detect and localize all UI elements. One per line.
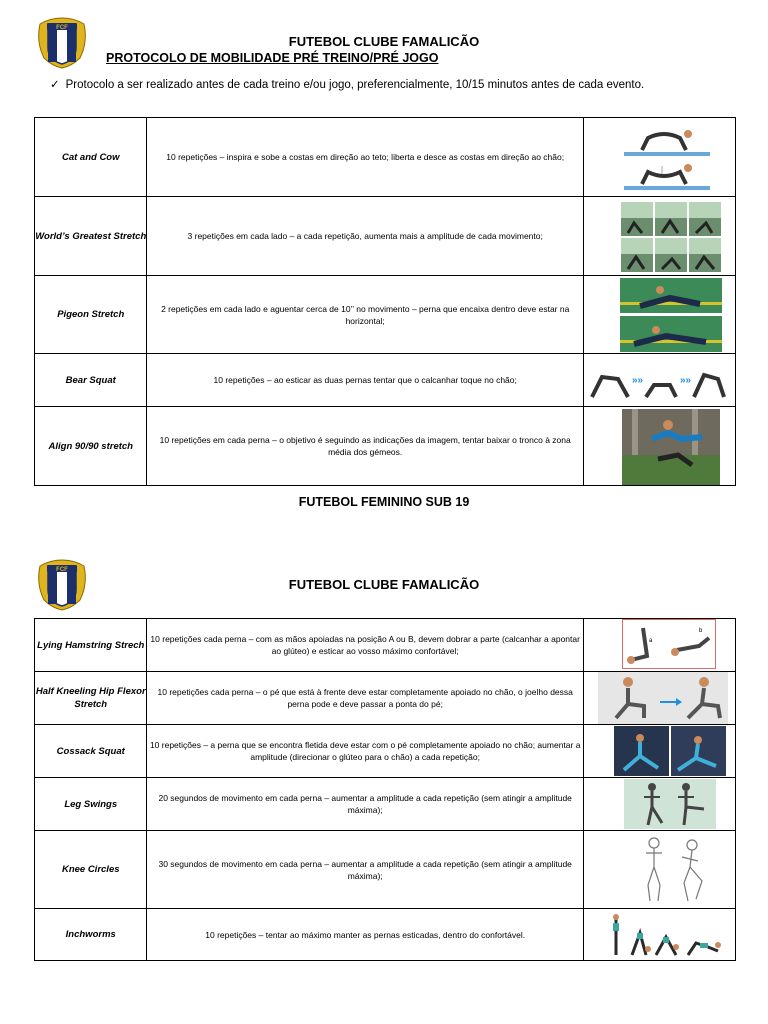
exercise-description: 10 repetições – a perna que se encontra fletida deve estar com o pé completamente apoiado no chão; aumentar a amplitude (direcionar o glúteo para o chão) a cada repetição;: [147, 725, 583, 778]
exercise-description: 2 repetições em cada lado e aguentar cerca de 10’’ no movimento – perna que encaixa dentro deve estar na horizontal;: [147, 276, 583, 354]
checkmark-icon: ✓: [50, 79, 60, 91]
exercise-description: 10 repetições cada perna – o pé que está à frente deve estar completamente apoiado no chão, o joelho dessa perna pode e deve passar a ponta do pé;: [147, 672, 583, 725]
mobility-table-2: [34, 618, 736, 961]
mobility-table-1: [34, 117, 736, 486]
exercise-image: [583, 354, 735, 407]
exercise-image: [583, 725, 735, 778]
table-row: [35, 725, 736, 778]
half-kneeling-hip-flexor-picture: [598, 672, 728, 724]
exercise-description: 10 repetições cada perna – com as mãos apoiadas na posição A ou B, devem dobrar a parte (calcanhar a apontar ao glúteo) e esticar ao vosso máximo confortável;: [147, 619, 583, 672]
protocol-note: Protocolo a ser realizado antes de cada treino e/ou jogo, preferencialmente, 10/15 minutos antes de cada evento.: [65, 79, 645, 91]
exercise-name: Inchworms: [35, 909, 147, 961]
bear-squat-picture: [588, 357, 726, 403]
table-row: [35, 407, 736, 486]
section-label: FUTEBOL FEMININO SUB 19: [298, 495, 470, 509]
inchworms-picture: [610, 911, 726, 959]
exercise-image: [583, 909, 735, 961]
table-row: [35, 118, 736, 197]
exercise-image: [583, 619, 735, 672]
leg-swings-picture: [624, 779, 716, 829]
exercise-name: Align 90/90 stretch: [35, 407, 147, 486]
exercise-name: Half Kneeling Hip Flexor Stretch: [35, 672, 147, 725]
exercise-description: 10 repetições – ao esticar as duas pernas tentar que o calcanhar toque no chão;: [147, 354, 583, 407]
club-title: FUTEBOL CLUBE FAMALICÃO: [288, 577, 480, 592]
exercise-name: Leg Swings: [35, 778, 147, 831]
exercise-name: Cat and Cow: [35, 118, 147, 197]
exercise-image: [583, 778, 735, 831]
table-row: [35, 354, 736, 407]
table-row: [35, 778, 736, 831]
exercise-description: 3 repetições em cada lado – a cada repetição, aumenta mais a amplitude de cada movimento;: [147, 197, 583, 276]
exercise-description: 10 repetições – inspira e sobe a costas em direção ao teto; liberta e desce as costas em direção ao chão;: [147, 118, 583, 197]
exercise-image: [583, 672, 735, 725]
exercise-description: 30 segundos de movimento em cada perna – aumentar a amplitude a cada repetição (sem atingir a amplitude máxima);: [147, 831, 583, 909]
exercise-name: Lying Hamstring Strech: [35, 619, 147, 672]
exercise-description: 10 repetições em cada perna – o objetivo é seguindo as indicações da imagem, tentar baixar o tronco à zona média dos gémeos.: [147, 407, 583, 486]
crest-text: FCF: [56, 567, 68, 573]
exercise-image: [583, 197, 735, 276]
protocol-title: PROTOCOLO DE MOBILIDADE PRÉ TREINO/PRÉ JOGO: [106, 51, 439, 65]
svg-text:a: a: [648, 638, 653, 644]
crest-text: FCF: [56, 25, 68, 31]
exercise-image: [583, 276, 735, 354]
table-row: [35, 619, 736, 672]
knee-circles-picture: [632, 835, 716, 905]
exercise-name: Cossack Squat: [35, 725, 147, 778]
table-row: [35, 672, 736, 725]
exercise-image: [583, 407, 735, 486]
exercise-description: 10 repetições – tentar ao máximo manter as pernas esticadas, dentro do confortável.: [147, 909, 583, 961]
exercise-image: [583, 118, 735, 197]
cossack-squat-picture: [614, 726, 726, 776]
exercise-name: Knee Circles: [35, 831, 147, 909]
svg-text:»»: »»: [679, 375, 692, 386]
align-90-90-picture: [622, 409, 720, 485]
table-row: [35, 276, 736, 354]
lying-hamstring-picture: [622, 619, 716, 669]
svg-text:b: b: [698, 628, 703, 634]
table-row: [35, 909, 736, 961]
cat-cow-picture: [614, 122, 726, 192]
exercise-name: World’s Greatest Stretch: [35, 197, 147, 276]
table-row: [35, 831, 736, 909]
exercise-image: [583, 831, 735, 909]
exercise-name: Bear Squat: [35, 354, 147, 407]
table-row: [35, 197, 736, 276]
pigeon-stretch-picture: [620, 278, 722, 352]
svg-text:»»: »»: [631, 375, 644, 386]
exercise-name: Pigeon Stretch: [35, 276, 147, 354]
protocol-note-line: [50, 77, 644, 91]
club-title: FUTEBOL CLUBE FAMALICÃO: [288, 34, 480, 49]
worlds-greatest-stretch-picture: [620, 201, 722, 273]
exercise-description: 20 segundos de movimento em cada perna – aumentar a amplitude a cada repetição (sem atingir a amplitude máxima);: [147, 778, 583, 831]
